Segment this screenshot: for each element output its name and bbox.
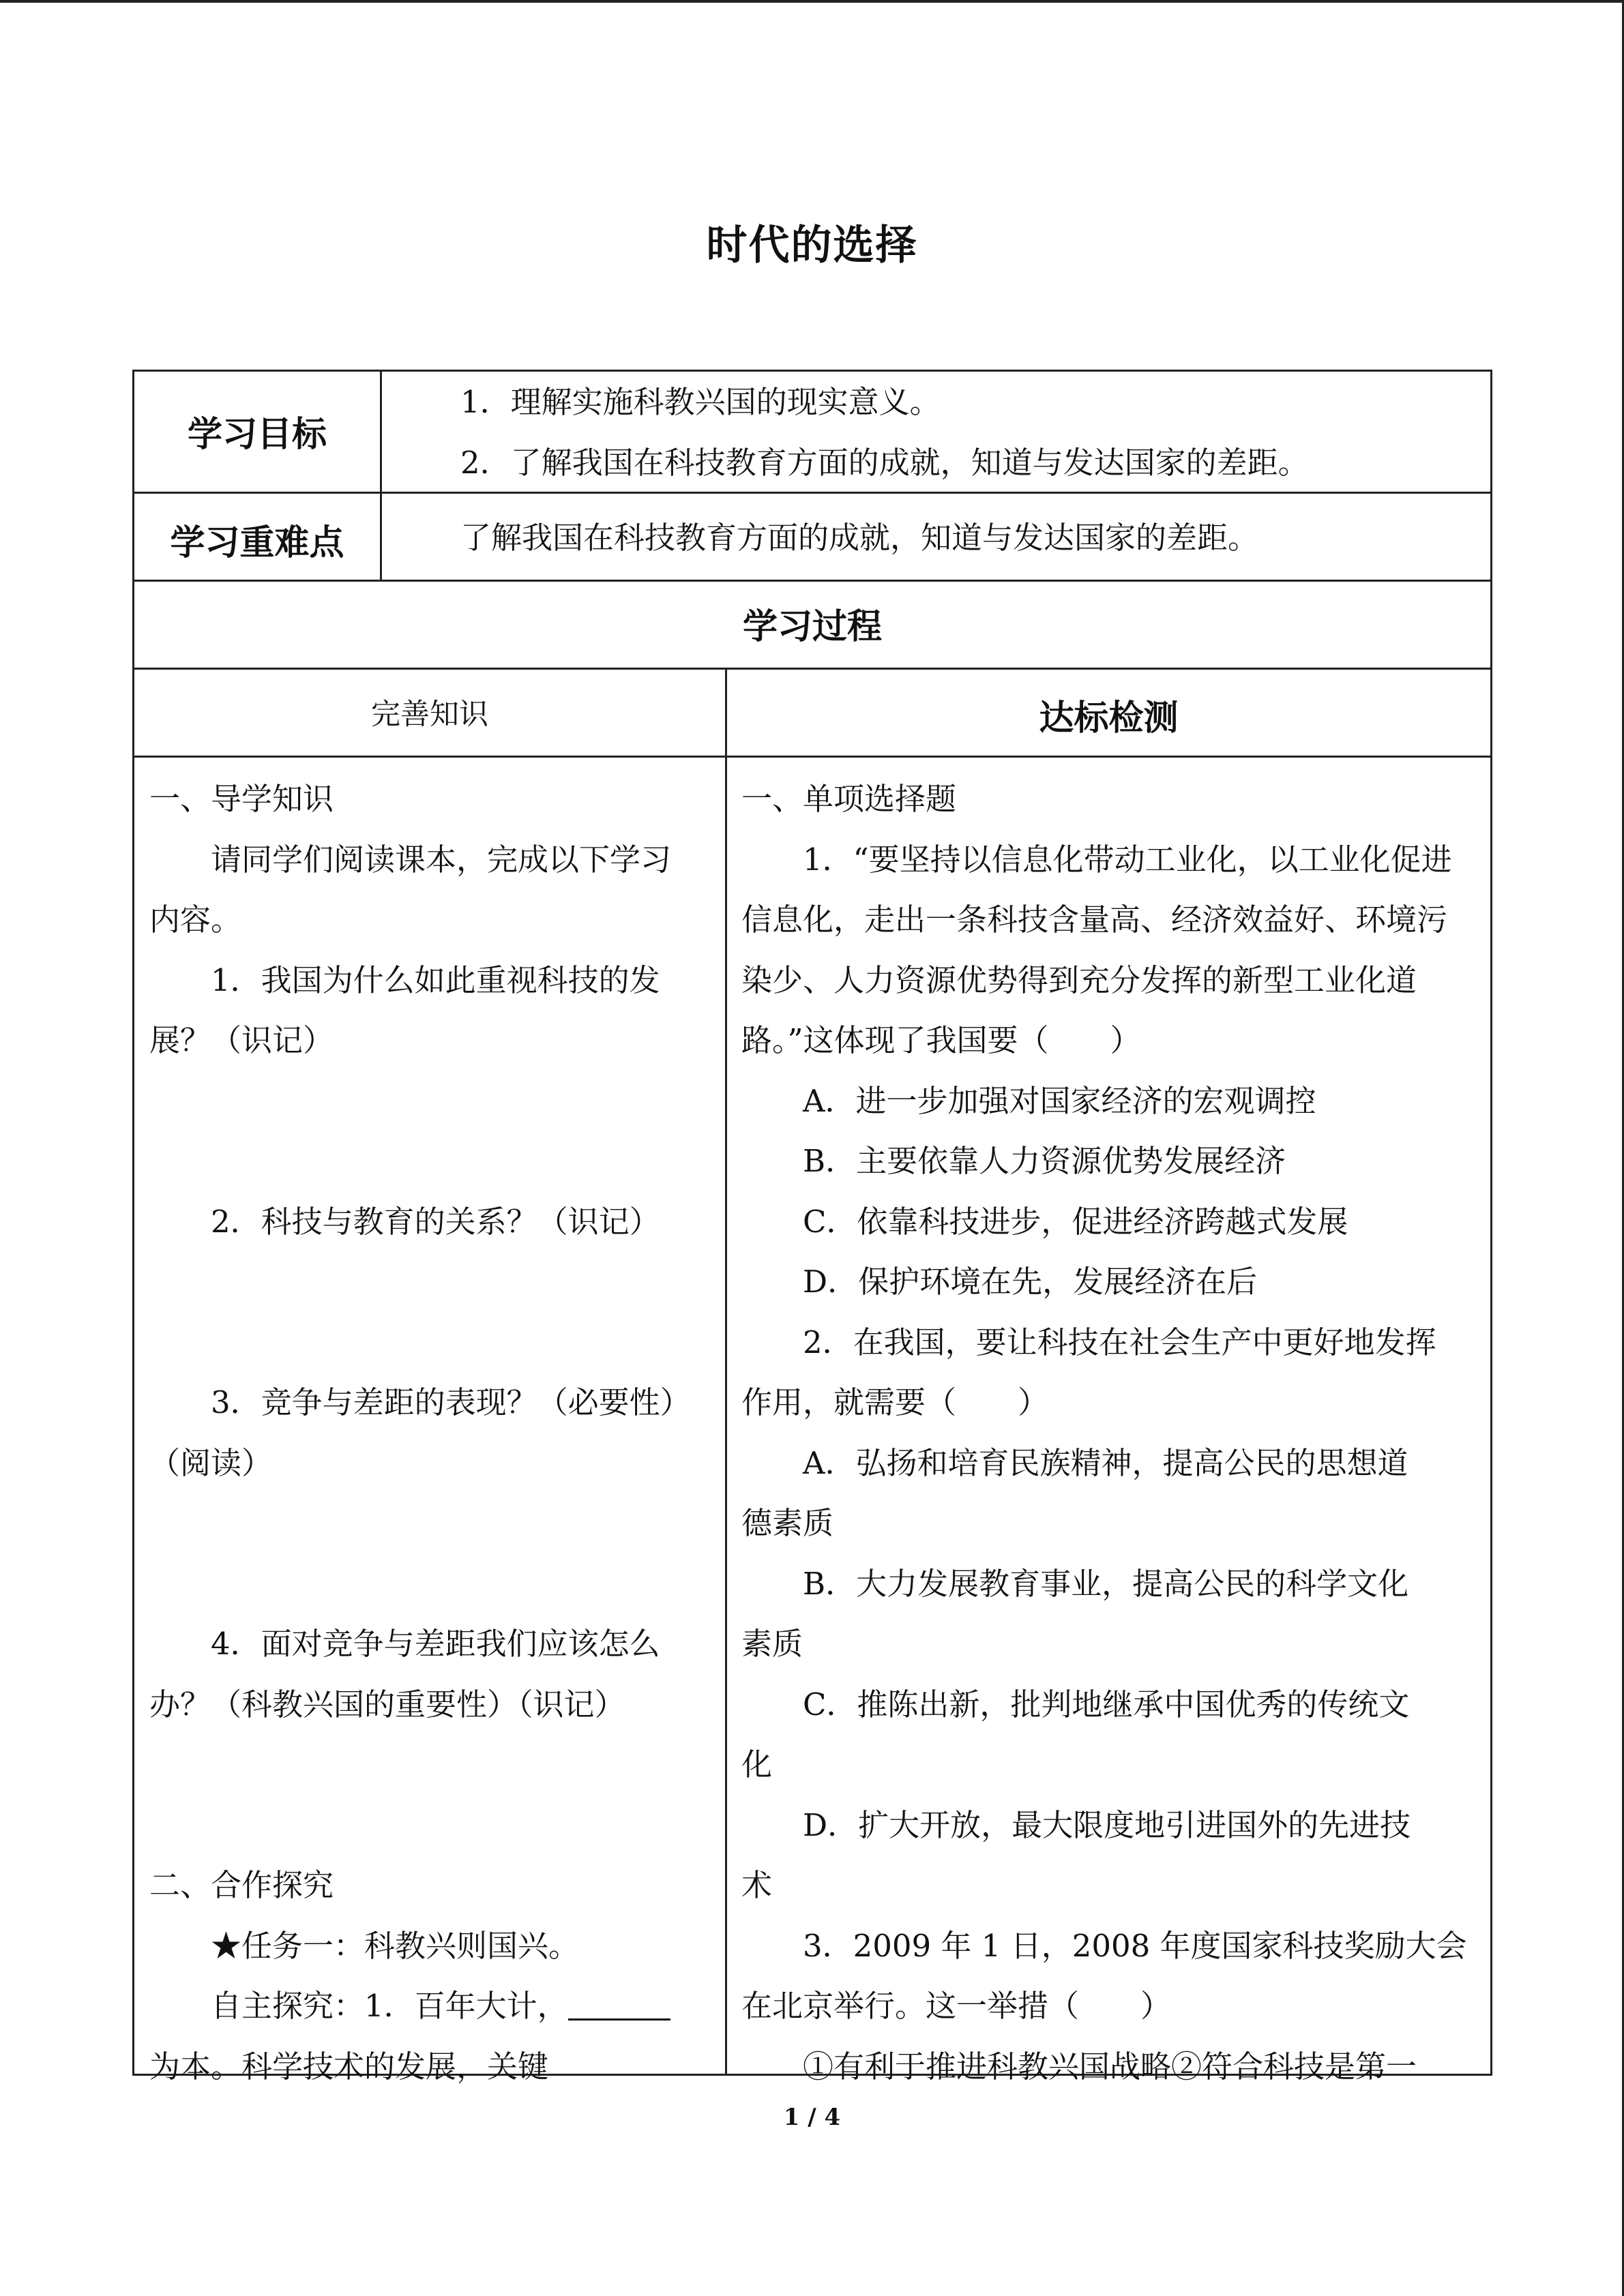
option-line: 化 (741, 1746, 773, 1783)
row-divider (134, 580, 1490, 582)
objectives-label: 学习目标 (187, 415, 327, 455)
question-line: 1．“要坚持以信息化带动工业化，以工业化促进 (803, 841, 1452, 878)
question-line: 3．竞争与差距的表现？（必要性） (211, 1384, 691, 1420)
answer-blank[interactable] (568, 1988, 670, 2021)
section-heading: 一、单项选择题 (741, 781, 957, 817)
question-line: 1．我国为什么如此重视科技的发 (211, 961, 660, 998)
task-line: ★任务一：科教兴则国兴。 (211, 1927, 580, 1964)
objectives-list (460, 372, 1309, 493)
question-line: 3．2009 年 1 日，2008 年度国家科技奖励大会 (803, 1927, 1467, 1964)
column-divider (380, 372, 382, 580)
question-line: 在北京举行。这一举措（ ） (741, 1988, 1172, 2024)
question-line: ①有利于推进科教兴国战略②符合科技是第一 (803, 2048, 1417, 2085)
objective-item: 1．理解实施科教兴国的现实意义。 (460, 384, 941, 420)
text-line: 请同学们阅读课本，完成以下学习 (211, 841, 672, 878)
right-column-header: 达标检测 (1039, 698, 1179, 739)
left-column-content (149, 769, 715, 2085)
right-column-content (741, 769, 1485, 2085)
option-line: D．保护环境在先，发展经济在后 (803, 1264, 1258, 1300)
process-label: 学习过程 (742, 607, 882, 647)
option-line: D．扩大开放，最大限度地引进国外的先进技 (803, 1806, 1411, 1843)
top-border (0, 0, 1624, 3)
fill-blank-line (149, 1976, 715, 2037)
option-line: B．主要依靠人力资源优势发展经济 (803, 1143, 1286, 1179)
text-line: 为本。科学技术的发展，关键 (149, 2048, 549, 2085)
question-line: 染少、人力资源优势得到充分发挥的新型工业化道 (741, 961, 1417, 998)
objective-item: 2．了解我国在科技教育方面的成就，知道与发达国家的差距。 (460, 445, 1309, 481)
question-line: 办？（科教兴国的重要性）（识记） (149, 1686, 625, 1723)
question-line: （阅读） (149, 1444, 273, 1481)
option-line: A．进一步加强对国家经济的宏观调控 (803, 1082, 1316, 1119)
row-divider (134, 756, 1490, 758)
left-column-header: 完善知识 (371, 698, 488, 732)
question-line: 2．在我国，要让科技在社会生产中更好地发挥 (803, 1324, 1436, 1360)
question-line: 4．面对竞争与差距我们应该怎么 (211, 1626, 660, 1662)
question-line: 路。”这体现了我国要（ ） (741, 1022, 1141, 1058)
option-line: 术 (741, 1867, 773, 1903)
keypoints-label: 学习重难点 (170, 523, 344, 563)
page-title: 时代的选择 (706, 222, 918, 269)
section-heading: 一、导学知识 (149, 781, 334, 817)
section-heading: 二、合作探究 (149, 1867, 334, 1903)
column-divider (725, 668, 727, 2074)
question-line: 展？（识记） (149, 1022, 334, 1058)
keypoints-text: 了解我国在科技教育方面的成就，知道与发达国家的差距。 (460, 520, 1259, 556)
text-line: 自主探究：1．百年大计， (211, 1988, 568, 2024)
lesson-table (132, 370, 1492, 2085)
question-line: 信息化，走出一条科技含量高、经济效益好、环境污 (741, 901, 1448, 938)
option-line: B．大力发展教育事业，提高公民的科学文化 (803, 1565, 1409, 1602)
option-line: C．推陈出新，批判地继承中国优秀的传统文 (803, 1686, 1410, 1723)
text-line: 内容。 (149, 901, 242, 938)
row-divider (134, 668, 1490, 670)
option-line: 德素质 (741, 1505, 834, 1541)
question-line: 2．科技与教育的关系？（识记） (211, 1203, 660, 1240)
page-number: 1 / 4 (783, 2104, 841, 2131)
option-line: A．弘扬和培育民族精神，提高公民的思想道 (803, 1444, 1408, 1481)
question-line: 作用，就需要（ ） (741, 1384, 1049, 1420)
option-line: C．依靠科技进步，促进经济跨越式发展 (803, 1203, 1348, 1240)
option-line: 素质 (741, 1626, 803, 1662)
